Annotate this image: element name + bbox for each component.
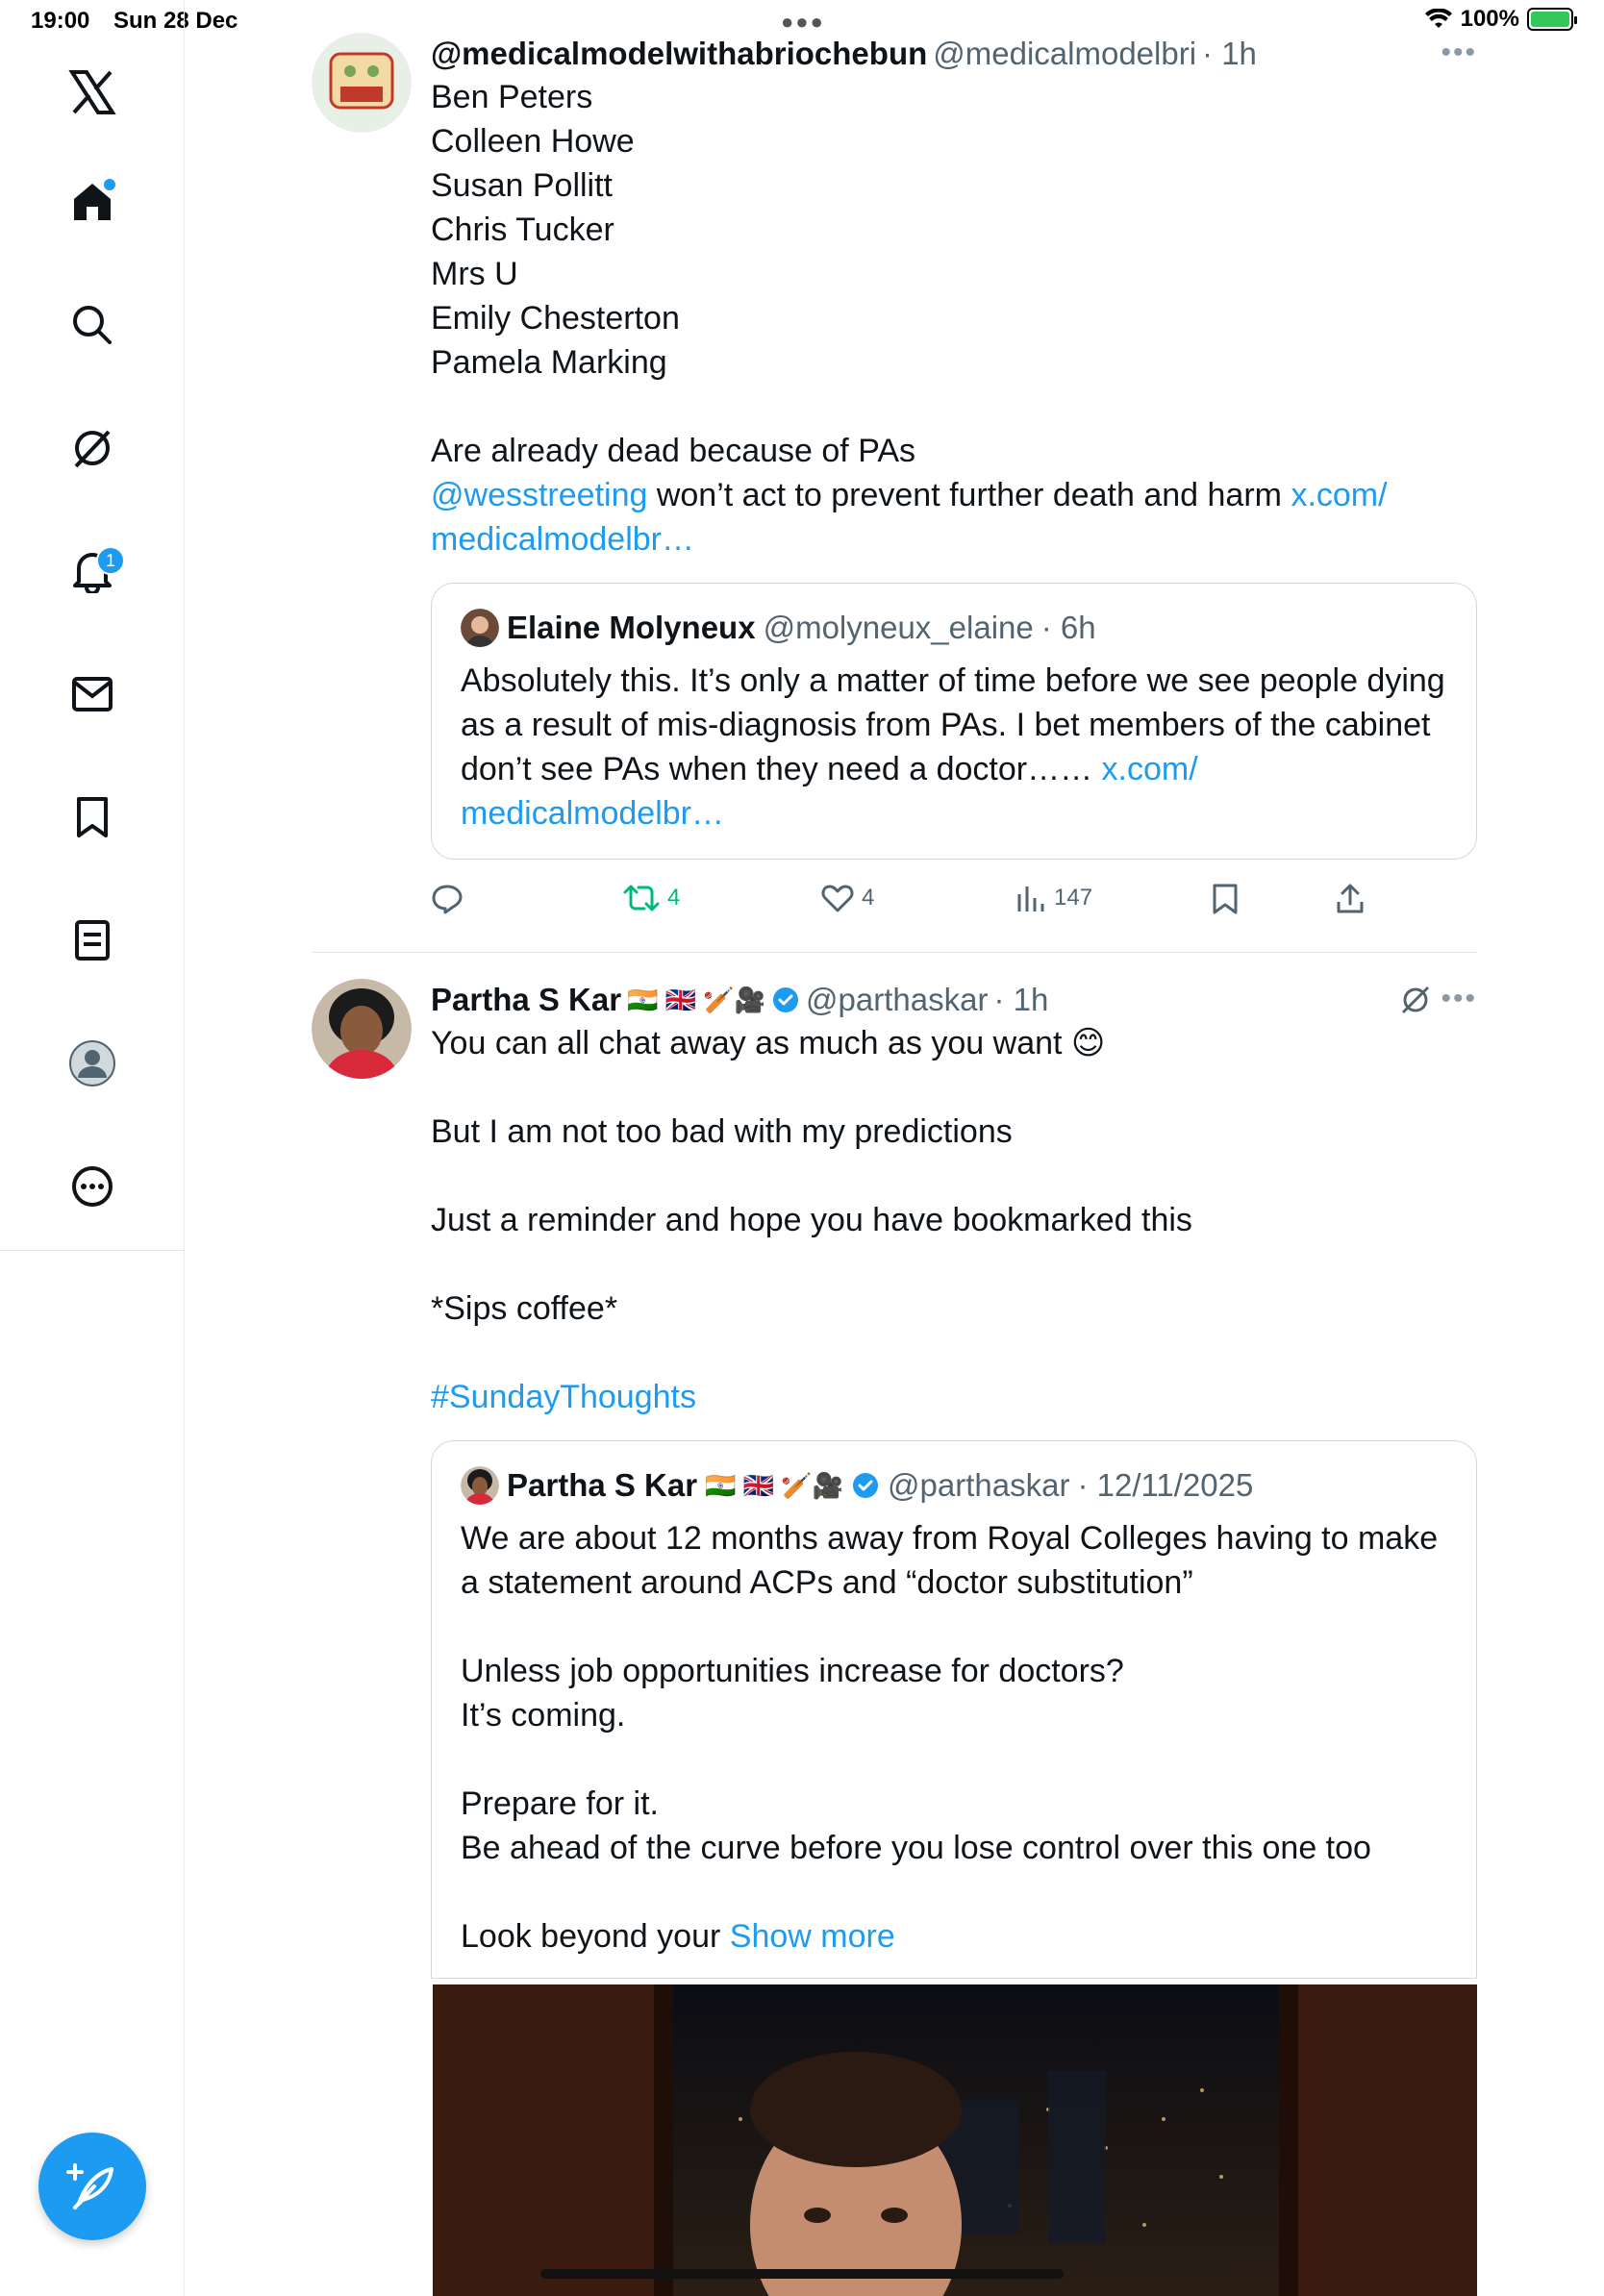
reply-button[interactable] <box>431 883 464 915</box>
like-count: 4 <box>862 885 875 911</box>
tweet-more-icon[interactable]: ••• <box>1441 37 1477 68</box>
search-icon[interactable] <box>63 296 121 354</box>
messages-icon[interactable] <box>63 665 121 723</box>
profile-icon[interactable] <box>63 1035 121 1092</box>
quoted-tweet[interactable] <box>431 583 1477 860</box>
tweet-body <box>431 33 1477 860</box>
tweet-header <box>431 33 1477 75</box>
tweet-time[interactable]: · 1h <box>1202 36 1257 71</box>
more-icon[interactable] <box>63 1158 121 1215</box>
quote-media-gif[interactable] <box>433 1984 1477 2296</box>
tweet-body <box>431 979 1477 1979</box>
status-indicators <box>1424 6 1573 33</box>
avatar[interactable] <box>312 979 412 1079</box>
author-name[interactable]: @medicalmodelwithabriochebun <box>431 36 928 71</box>
quote-author-handle: @parthaskar <box>888 1467 1070 1503</box>
views-button[interactable] <box>1015 883 1092 913</box>
hashtag-link[interactable]: #SundayThoughts <box>431 1379 696 1415</box>
author-name[interactable]: Partha S Kar <box>431 982 622 1017</box>
tweet-text-after-mention: won’t act to prevent further death and harm <box>647 477 1291 513</box>
tweet-text-main: Ben Peters Colleen Howe Susan Pollitt Chris Tucker Mrs U Emily Chesterton Pamela Marking Are already dead because of PAs <box>431 79 916 469</box>
like-button[interactable] <box>821 883 874 913</box>
battery-percent: 100% <box>1460 6 1519 32</box>
home-icon[interactable] <box>63 173 121 231</box>
notifications-icon[interactable] <box>63 542 121 600</box>
grok-icon[interactable] <box>63 419 121 477</box>
analytics-icon <box>1015 883 1046 913</box>
notification-badge: 1 <box>96 546 125 575</box>
view-count: 147 <box>1054 885 1093 911</box>
tweet-url-link[interactable]: x.com/ medicalmodelbr… <box>431 477 1388 558</box>
avatar[interactable] <box>312 33 412 133</box>
verified-badge-icon <box>771 986 800 1014</box>
home-indicator[interactable] <box>540 2269 1064 2279</box>
quote-author-name: Elaine Molyneux <box>507 610 756 645</box>
quote-header <box>461 1464 1447 1507</box>
show-more-link[interactable]: Show more <box>729 1918 895 1955</box>
quote-text <box>461 659 1455 836</box>
tweet-separator <box>312 952 1477 953</box>
home-unread-dot <box>104 179 115 190</box>
retweet-icon <box>623 883 660 913</box>
author-handle[interactable]: @parthaskar <box>806 982 989 1017</box>
sidebar-divider <box>0 1250 185 1251</box>
tweet-actions <box>431 883 1392 931</box>
retweet-button[interactable] <box>623 883 680 913</box>
share-icon <box>1335 883 1366 915</box>
verified-badge-icon <box>851 1471 880 1500</box>
tweet-more-icon[interactable]: ••• <box>1441 983 1477 1014</box>
multitasking-dots-icon[interactable]: ●●● <box>781 10 825 34</box>
x-logo-icon[interactable] <box>63 63 121 121</box>
tweet-text <box>431 1021 1477 1419</box>
quote-url-link[interactable]: x.com/ medicalmodelbr… <box>461 751 1198 832</box>
author-flags: 🇮🇳 🇬🇧 🏏🎥 <box>627 985 766 1014</box>
heart-icon <box>821 883 854 913</box>
retweet-count: 4 <box>667 885 681 911</box>
status-time: 19:00 <box>31 8 90 34</box>
quote-text-main: We are about 12 months away from Royal Colleges having to make a statement around ACPs and “doctor substitution” Unless job opportunities increase for doctors? It’s coming. Prepare for it. Be ahead of the curve before you lose control over this one too Look beyond your <box>461 1520 1439 1955</box>
quote-author-name: Partha S Kar <box>507 1467 698 1503</box>
battery-icon <box>1527 8 1573 31</box>
bookmarks-icon[interactable] <box>63 788 121 846</box>
bookmark-icon <box>1212 883 1239 915</box>
quote-time: · 6h <box>1040 610 1096 645</box>
quote-author-flags: 🇮🇳 🇬🇧 🏏🎥 <box>705 1470 844 1500</box>
lists-icon[interactable] <box>63 911 121 969</box>
quote-text-main: Absolutely this. It’s only a matter of time before we see people dying as a result of mis-diagnosis from PAs. I bet members of the cabinet don’t see PAs when they need a doctor…… <box>461 662 1455 787</box>
quote-time: · 12/11/2025 <box>1077 1467 1254 1503</box>
author-handle[interactable]: @medicalmodelbri <box>933 36 1197 71</box>
quote-text <box>461 1516 1447 1978</box>
sidebar <box>0 0 185 2296</box>
wifi-icon <box>1424 9 1453 30</box>
tweet[interactable] <box>312 33 1477 956</box>
compose-feather-icon <box>65 2159 119 2213</box>
grok-explain-icon[interactable] <box>1400 985 1431 1015</box>
quote-author-handle: @molyneux_elaine <box>763 610 1034 645</box>
quote-header <box>461 607 1447 649</box>
tweet-text-main: You can all chat away as much as you want 😊 But I am not too bad with my predictions Just a reminder and hope you have bookmarked this *Sips coffee* <box>431 1025 1192 1327</box>
mention-link[interactable]: @wesstreeting <box>431 477 648 513</box>
quote-avatar <box>461 609 499 647</box>
reply-icon <box>431 883 464 915</box>
status-date: Sun 28 Dec <box>113 8 238 34</box>
bookmark-button[interactable] <box>1212 883 1239 915</box>
compose-button[interactable] <box>38 2133 146 2240</box>
quote-avatar <box>461 1466 499 1505</box>
share-button[interactable] <box>1335 883 1366 915</box>
tweet-text <box>431 75 1477 562</box>
tweet-header <box>431 979 1477 1021</box>
quoted-tweet[interactable] <box>431 1440 1477 1979</box>
tweet-time[interactable]: · 1h <box>993 982 1049 1017</box>
